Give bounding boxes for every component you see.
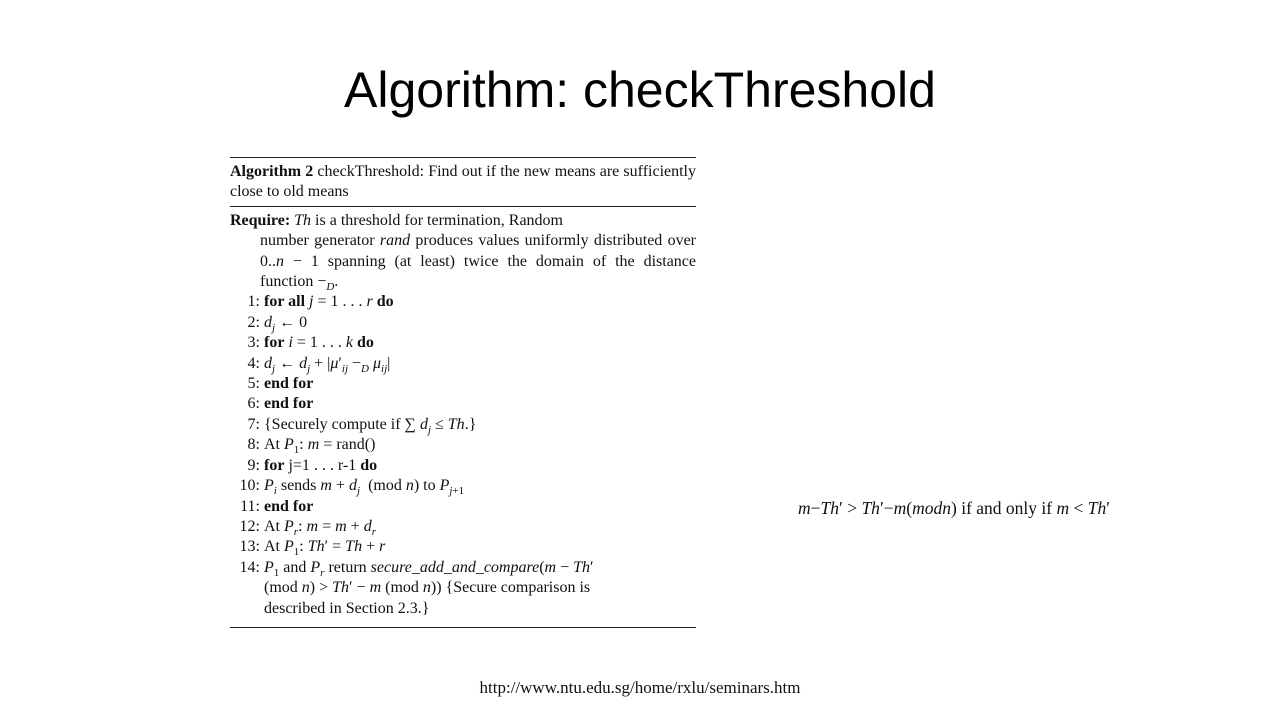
algorithm-label: Algorithm 2 bbox=[230, 163, 314, 180]
algo-line-4: 4: $d_j$ ← $d_j + |\mu'_{ij} -_D$ $\mu_{ij}|$ bbox=[247, 354, 391, 375]
algo-line-7: 7: {Securely compute if ∑ $d_j \le Th$.} bbox=[247, 415, 477, 437]
algorithm-caption: Algorithm 2 checkThreshold: Find out if the new means are sufficiently close to old means bbox=[230, 163, 697, 201]
require-block: Require: Th is a threshold for termination, Random number generator rand produces values uniformly distributed over 0..n − 1 spanning (at least) twice the domain of the distance function $-_D$. bbox=[230, 211, 697, 294]
algo-line-12: 12: At $P_r$: $m = m + d_r$ bbox=[239, 517, 376, 539]
algorithm-body bbox=[230, 207, 696, 627]
source-url: http://www.ntu.edu.sg/home/rxlu/seminars.htm bbox=[479, 678, 801, 697]
algo-line-11: 11: end for bbox=[240, 497, 314, 515]
algorithm-box bbox=[230, 157, 696, 628]
algo-line-8: 8: At $P_1$: m = rand() bbox=[247, 436, 376, 457]
algo-line-14: 14: $P_1$ and $P_r$ return secure_add_and_compare(m − Th′ (mod n) > Th′ − m (mod n)) {Secure comparison is described in Section 2.3.} bbox=[239, 558, 594, 617]
side-formula: m−Th′ > Th′−m(modn) if and only if m < Th′ bbox=[798, 498, 1111, 518]
require-label: Require: bbox=[230, 211, 291, 229]
algo-line-10: 10: $P_i$ sends $m + d_j$ (mod n) to $P_{j+1}$ bbox=[239, 477, 465, 498]
algo-line-6: 6: end for bbox=[247, 395, 314, 413]
bottom-rule bbox=[230, 627, 696, 628]
slide-title: Algorithm: checkThreshold bbox=[344, 62, 936, 118]
algo-line-2: 2: $d_j$ ← 0 bbox=[247, 313, 308, 335]
algo-line-9: 9: for j=1 . . . r-1 do bbox=[247, 456, 378, 474]
algo-line-5: 5: end for bbox=[247, 375, 314, 393]
algo-line-13: 13: At $P_1$: Th′ = Th + r bbox=[239, 538, 386, 559]
algo-line-3: 3: for i = 1 . . . k do bbox=[247, 334, 374, 352]
algo-line-1: 1: for all j = 1 . . . r do bbox=[247, 293, 394, 311]
